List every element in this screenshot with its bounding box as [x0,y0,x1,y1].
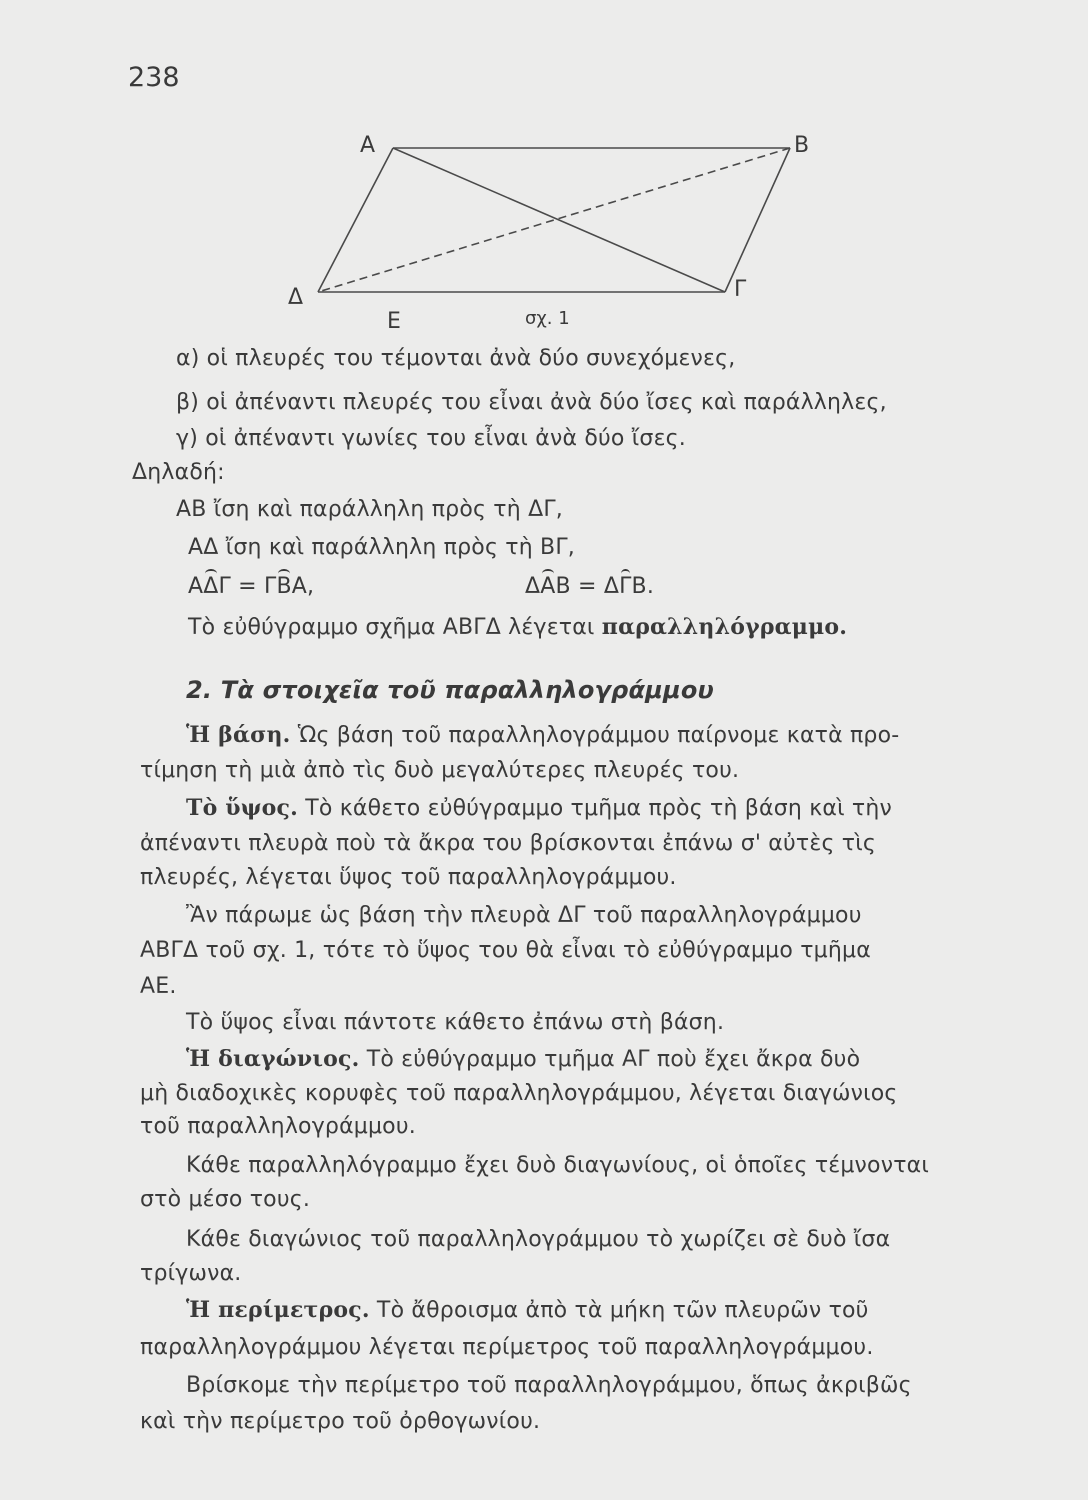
definition-line: Τὸ εὐθύγραμμο σχῆμα ΑΒΓΔ λέγεται παραλληλόγραμμο. [188,614,848,640]
base-line-1: Ἡ βάση. Ὡς βάση τοῦ παραλληλογράμμου παίρνομε κατὰ προ- [186,722,900,748]
vertex-label-a: A [360,133,376,158]
parallelogram-figure [0,0,1088,340]
height-line-5: ΑΒΓΔ τοῦ σχ. 1, τότε τὸ ὕψος του θὰ εἶναι τὸ εὐθύγραμμο τμῆμα [140,938,871,963]
page-number: 238 [128,62,180,93]
side-da [318,148,393,292]
height-line-7: Τὸ ὕψος εἶναι πάντοτε κάθετο ἐπάνω στὴ βάση. [186,1010,725,1035]
vertex-label-b: B [794,133,810,158]
vertex-label-e: E [387,309,401,334]
angle-equality-2: ΔAB = ΔΓB. [525,574,655,599]
diagonal-bd [318,148,790,292]
equality-ab: AB ἴση καὶ παράλληλη πρὸς τὴ ΔΓ, [176,497,563,522]
diagonal-line-4: Κάθε παραλληλόγραμμο ἔχει δυὸ διαγωνίους, οἱ ὁποῖες τέμνονται [186,1153,929,1178]
diagonal-line-5: στὸ μέσο τους. [140,1187,311,1212]
height-line-6: ΑΕ. [140,974,177,999]
figure-caption: σχ. 1 [525,308,570,329]
property-g: γ) οἱ ἀπέναντι γωνίες του εἶναι ἀνὰ δύο ἴσες. [176,426,686,451]
height-line-2: ἀπέναντι πλευρὰ ποὺ τὰ ἄκρα του βρίσκονται ἐπάνω σ' αὐτὲς τὶς [140,831,876,856]
diagonal-ag [393,148,725,292]
that-is-label: Δηλαδή: [132,460,225,485]
diagonal-line-3: τοῦ παραλληλογράμμου. [140,1114,416,1139]
height-line-3: πλευρές, λέγεται ὕψος τοῦ παραλληλογράμμου. [140,865,677,890]
side-bg [725,148,790,292]
property-b: β) οἱ ἀπέναντι πλευρές του εἶναι ἀνὰ δύο ἴσες καὶ παράλληλες, [176,390,887,415]
perimeter-line-2: παραλληλογράμμου λέγεται περίμετρος τοῦ παραλληλογράμμου. [140,1335,874,1360]
base-term: Ἡ βάση. [186,722,291,748]
diagonal-line-6: Κάθε διαγώνιος τοῦ παραλληλογράμμου τὸ χωρίζει σὲ δυὸ ἴσα [186,1227,891,1252]
equality-ad: AΔ ἴση καὶ παράλληλη πρὸς τὴ BΓ, [188,535,575,560]
height-line-4: Ἂν πάρωμε ὡς βάση τὴν πλευρὰ ΔΓ τοῦ παραλληλογράμμου [186,903,862,928]
diagonal-line-2: μὴ διαδοχικὲς κορυφὲς τοῦ παραλληλογράμμου, λέγεται διαγώνιος [140,1081,898,1106]
property-a: α) οἱ πλευρές του τέμονται ἀνὰ δύο συνεχόμενες, [176,346,736,371]
perimeter-term: Ἡ περίμετρος. [186,1297,370,1323]
perimeter-line-1: Ἡ περίμετρος. Τὸ ἄθροισμα ἀπὸ τὰ μήκη τῶν πλευρῶν τοῦ [186,1297,869,1323]
height-line-1: Τὸ ὕψος. Τὸ κάθετο εὐθύγραμμο τμῆμα πρὸς τὴ βάση καὶ τὴν [186,795,893,821]
height-term: Τὸ ὕψος. [186,795,299,821]
diagonal-term: Ἡ διαγώνιος. [186,1046,360,1072]
diagonal-line-1: Ἡ διαγώνιος. Τὸ εὐθύγραμμο τμῆμα ΑΓ ποὺ ἔχει ἄκρα δυὸ [186,1046,861,1072]
perimeter-line-3: Βρίσκομε τὴν περίμετρο τοῦ παραλληλογράμμου, ὅπως ἀκριβῶς [186,1373,912,1398]
angle-equality-1: AΔΓ = ΓBA, [188,574,315,599]
base-line-2: τίμηση τὴ μιὰ ἀπὸ τὶς δυὸ μεγαλύτερες πλευρές του. [140,758,740,783]
diagonal-line-7: τρίγωνα. [140,1261,242,1286]
section-title: 2. Τὰ στοιχεῖα τοῦ παραλληλογράμμου [186,676,714,704]
vertex-label-g: Γ [734,277,747,302]
vertex-label-d: Δ [288,285,304,310]
perimeter-line-4: καὶ τὴν περίμετρο τοῦ ὀρθογωνίου. [140,1409,541,1434]
